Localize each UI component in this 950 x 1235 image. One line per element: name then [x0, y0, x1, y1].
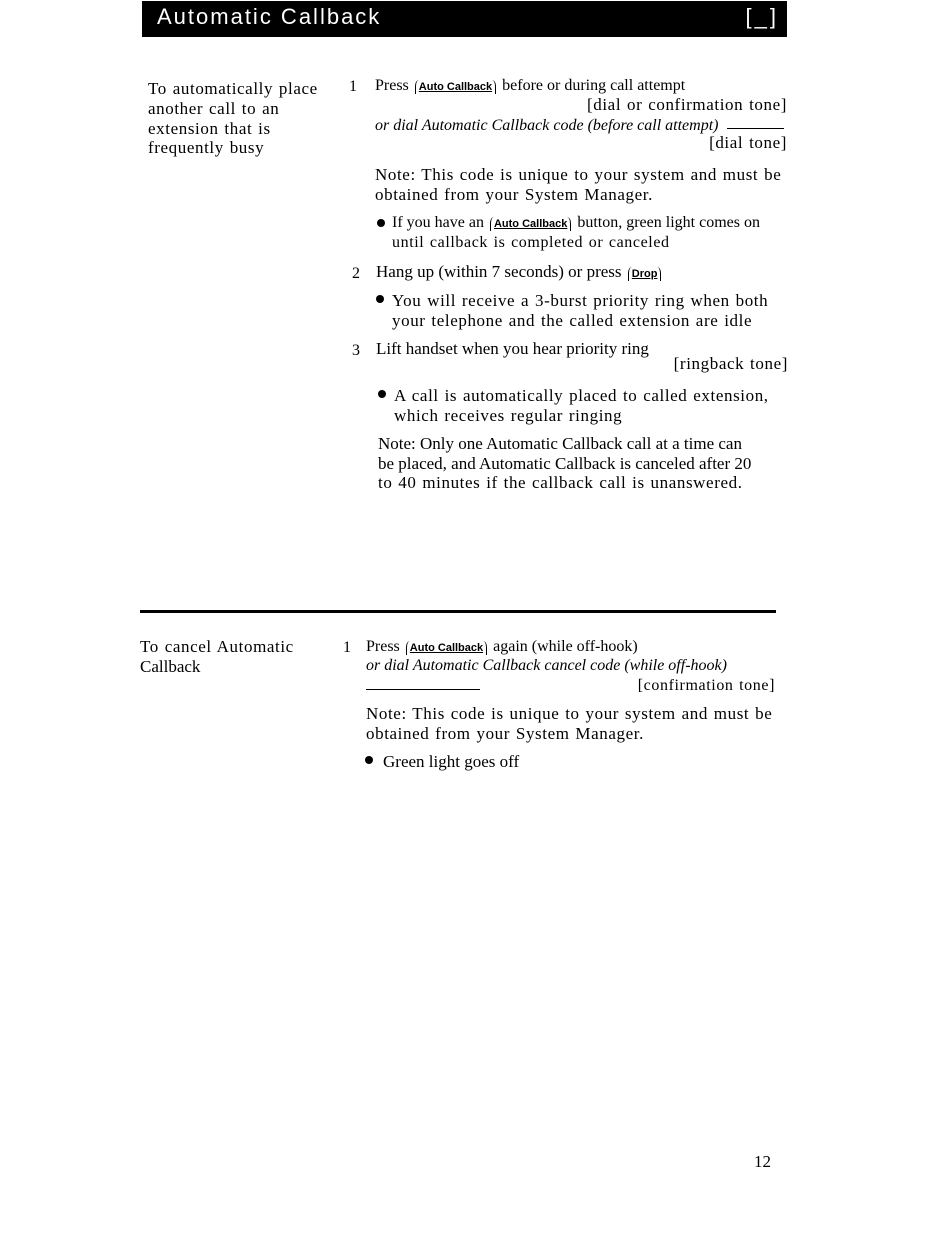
- section1-label-line3: extension that is: [148, 119, 271, 138]
- cancel-step1-action: again (while off-hook): [493, 638, 638, 655]
- cancel-step1-press: Press: [366, 638, 400, 655]
- dial-code-line: [727, 128, 784, 129]
- step-number: 1: [349, 78, 357, 95]
- step2-bullet-line2: your telephone and the called extension are idle: [392, 311, 753, 330]
- step2-bullet-line1: You will receive a 3-burst priority ring when both: [392, 291, 769, 310]
- step1-bullet-pre: If you have an: [392, 214, 484, 231]
- section2-label-line1: To cancel Automatic: [140, 637, 294, 656]
- tone-ringback: [ringback tone]: [673, 354, 788, 373]
- section-divider: [140, 610, 776, 613]
- bullet-icon: [378, 390, 386, 398]
- step2-text: Hang up (within 7 seconds) or press: [376, 262, 622, 281]
- page-header: [142, 1, 787, 37]
- step1-alt-dial-code: or dial Automatic Callback code (before call attempt): [375, 117, 719, 134]
- step1-bullet-post: button, green light comes on: [577, 214, 760, 231]
- step-number: 1: [343, 639, 351, 656]
- section2-label-line2: Callback: [140, 657, 201, 676]
- section1-label-line1: To automatically place: [148, 79, 318, 98]
- step-number: 3: [352, 342, 360, 359]
- step3-text: Lift handset when you hear priority ring: [376, 339, 649, 358]
- tone-dial: [dial tone]: [709, 133, 787, 152]
- step1-note-line2: obtained from your System Manager.: [375, 185, 653, 204]
- section1-label-line4: frequently busy: [148, 138, 265, 157]
- bullet-icon: [365, 756, 373, 764]
- step3-bullet-line1: A call is automatically placed to called extension,: [394, 386, 769, 405]
- bullet-icon: [377, 219, 385, 227]
- step-number: 2: [352, 265, 360, 282]
- drop-key: Drop: [628, 267, 662, 281]
- auto-callback-key: Auto Callback: [406, 641, 487, 655]
- auto-callback-key: Auto Callback: [415, 80, 496, 94]
- step1-instruction: [375, 76, 685, 96]
- page-number: 12: [754, 1152, 771, 1171]
- bullet-icon: [376, 295, 384, 303]
- cancel-note-line2: obtained from your System Manager.: [366, 724, 644, 743]
- header-mark: [_]: [745, 4, 779, 29]
- cancel-code-line: [366, 689, 480, 690]
- step3-note-line2: be placed, and Automatic Callback is canceled after 20: [378, 454, 752, 473]
- cancel-step1-alt-dial-code: or dial Automatic Callback cancel code (while off-hook): [366, 657, 727, 674]
- step1-press: Press: [375, 77, 409, 94]
- section1-label-line2: another call to an: [148, 99, 280, 118]
- cancel-step1-instruction: [366, 637, 638, 657]
- step1-note-line1: Note: This code is unique to your system and must be: [375, 165, 782, 184]
- step1-bullet-line1: [392, 213, 760, 233]
- tone-dial-or-confirmation: [dial or confirmation tone]: [587, 95, 787, 114]
- step1-bullet-line2: until callback is completed or canceled: [392, 234, 670, 251]
- step3-note-line1: Note: Only one Automatic Callback call at a time can: [378, 434, 742, 453]
- cancel-bullet: Green light goes off: [383, 752, 520, 771]
- step1-action: before or during call attempt: [502, 77, 686, 94]
- cancel-note-line1: Note: This code is unique to your system and must be: [366, 704, 773, 723]
- page-title: Automatic Callback: [157, 4, 382, 29]
- step3-note-line3: to 40 minutes if the callback call is unanswered.: [378, 473, 743, 492]
- tone-confirmation: [confirmation tone]: [637, 677, 775, 694]
- step3-bullet-line2: which receives regular ringing: [394, 406, 623, 425]
- auto-callback-key: Auto Callback: [490, 217, 571, 231]
- step2-instruction: [376, 262, 663, 282]
